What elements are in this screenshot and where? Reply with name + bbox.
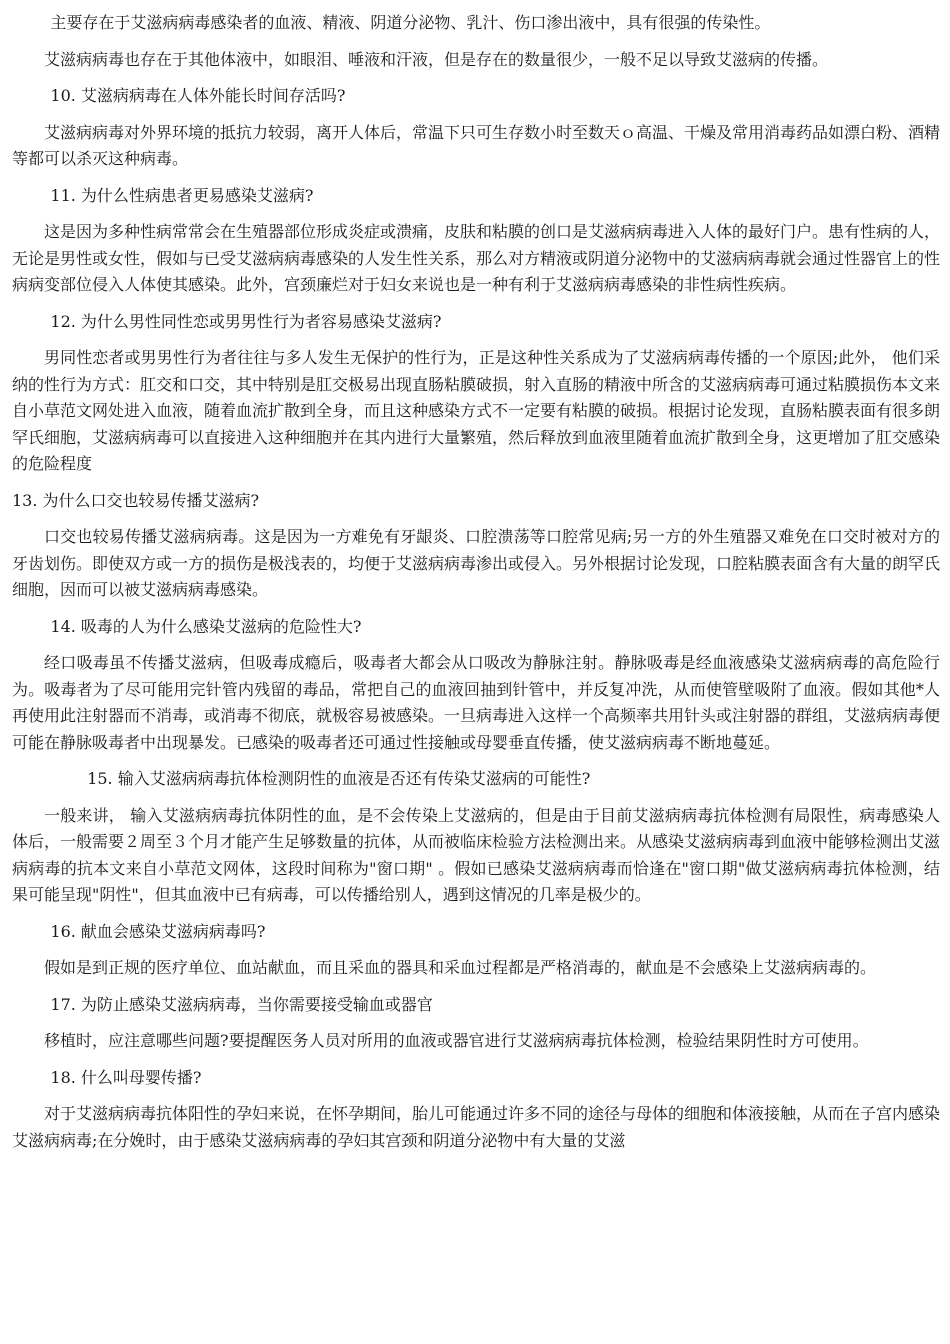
paragraph: 假如是到正规的医疗单位、血站献血，而且采血的器具和采血过程都是严格消毒的，献血是不会感染上艾滋病病毒的。 [44, 958, 877, 977]
paragraph: 移植时，应注意哪些问题?要提醒医务人员对所用的血液或器官进行艾滋病病毒抗体检测，检验结果阴性时方可使用。 [44, 1031, 869, 1050]
paragraph: 男同性恋者或男男性行为者往往与多人发生无保护的性行为，正是这种性关系成为了艾滋病病毒传播的一个原因;此外， 他们采纳的性行为方式：肛交和口交，其中特别是肛交极易出现直肠粘膜破损，射入直肠的精液中所含的艾滋病病毒可通过粘膜损伤本文来自小草范文网处进入血液，随着血流扩散到全身，而且这种感染方式不一定要有粘膜的破损。根据讨论发现，直肠粘膜表面有很多朗罕氏细胞，艾滋病病毒可以直接进入这种细胞并在其内进行大量繁殖，然后释放到血液里随着血流扩散到全身，这更增加了肛交感染的危险程度 [12, 348, 941, 473]
paragraph: 艾滋病病毒对外界环境的抵抗力较弱，离开人体后，常温下只可生存数小时至数天ｏ高温、干燥及常用消毒药品如漂白粉、酒精等都可以杀灭这种病毒。 [12, 122, 941, 168]
question-heading: 10. 艾滋病病毒在人体外能长时间存活吗? [50, 86, 346, 105]
question-heading: 12. 为什么男性同性恋或男男性行为者容易感染艾滋病? [50, 311, 442, 331]
question-heading: 11. 为什么性病患者更易感染艾滋病? [50, 185, 314, 205]
question-heading: 18. 什么叫母婴传播? [50, 1067, 202, 1087]
paragraph: 经口吸毒虽不传播艾滋病，但吸毒成瘾后，吸毒者大都会从口吸改为静脉注射。静脉吸毒是经血液感染艾滋病病毒的高危险行为。吸毒者为了尽可能用完针管内残留的毒品，常把自己的血液回抽到针管中，并反复冲洗，从而使管壁吸附了血液。假如其他*人再使用此注射器而不消毒，或消毒不彻底，就极容易被感染。一旦病毒进入这样一个高频率共用针头或注射器的群组，艾滋病病毒便可能在静脉吸毒者中出现暴发。已感染的吸毒者还可通过性接触或母婴垂直传播，使艾滋病病毒不断地蔓延。 [12, 653, 941, 752]
paragraph: 对于艾滋病病毒抗体阳性的孕妇来说，在怀孕期间，胎儿可能通过许多不同的途径与母体的细胞和体液接触，从而在子宫内感染艾滋病病毒;在分娩时，由于感染艾滋病病毒的孕妇其宫颈和阴道分泌物中有大量的艾滋 [12, 1104, 941, 1150]
question-heading: 17. 为防止感染艾滋病病毒，当你需要接受输血或器官 [50, 994, 433, 1014]
paragraph: 主要存在于艾滋病病毒感染者的血液、精液、阴道分泌物、乳汁、伤口渗出液中，具有很强的传染性。 [50, 13, 771, 32]
question-heading: 13. 为什么口交也较易传播艾滋病? [12, 490, 260, 510]
question-heading: 14. 吸毒的人为什么感染艾滋病的危险性大? [50, 616, 362, 636]
paragraph: 艾滋病病毒也存在于其他体液中，如眼泪、唾液和汗液，但是存在的数量很少，一般不足以导致艾滋病的传播。 [44, 49, 829, 69]
question-heading: 16. 献血会感染艾滋病病毒吗? [50, 921, 266, 941]
paragraph: 口交也较易传播艾滋病病毒。这是因为一方难免有牙龈炎、口腔溃荡等口腔常见病;另一方的外生殖器又难免在口交时被对方的牙齿划伤。即使双方或一方的损伤是极浅表的，均便于艾滋病病毒渗出或侵入。另外根据讨论发现，口腔粘膜表面含有大量的朗罕氏细胞，因而可以被艾滋病病毒感染。 [12, 527, 941, 599]
paragraph: 这是因为多种性病常常会在生殖器部位形成炎症或溃痛，皮肤和粘膜的创口是艾滋病病毒进入人体的最好门户。患有性病的人，无论是男性或女性，假如与已受艾滋病病毒感染的人发生性关系，那么对方精液或阴道分泌物中的艾滋病病毒就会通过性器官上的性病病变部位侵入人体使其感染。此外，宫颈廉烂对于妇女来说也是一种有利于艾滋病病毒感染的非性病性疾病。 [12, 222, 941, 294]
paragraph: 一般来讲， 输入艾滋病病毒抗体阴性的血，是不会传染上艾滋病的，但是由于目前艾滋病病毒抗体检测有局限性，病毒感染人体后，一般需要２周至３个月才能产生足够数量的抗体，从而被临床检验方法检测出来。从感染艾滋病病毒到血液中能够检测出艾滋病病毒的抗本文来自小草范文网体，这段时间称为"窗口期" 。假如已感染艾滋病病毒而恰逢在"窗口期"做艾滋病病毒抗体检测，结果可能呈现"阴性"，但其血液中已有病毒，可以传播给别人，遇到这情况的几率是极少的。 [12, 805, 941, 904]
question-heading: 15. 输入艾滋病病毒抗体检测阴性的血液是否还有传染艾滋病的可能性? [87, 769, 591, 788]
